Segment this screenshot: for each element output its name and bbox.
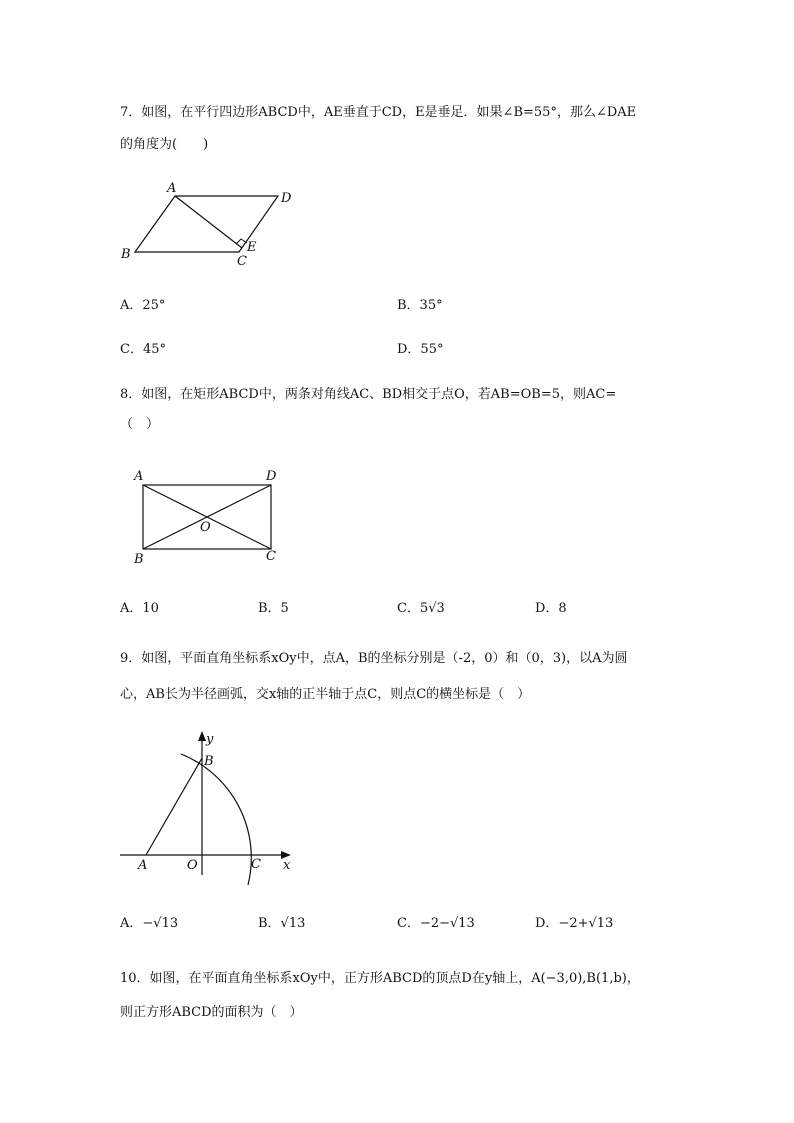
q8-option-b[interactable]: B．5: [258, 601, 289, 616]
q9-option-c[interactable]: C．−2−√13: [397, 916, 475, 931]
q9-label-x: x: [283, 858, 291, 873]
q7-parallelogram-figure: [115, 178, 315, 270]
q8-label-d: D: [266, 469, 277, 484]
q9-stem-line2: 心，AB长为半径画弧，交x轴的正半轴于点C，则点C的横坐标是（ ）: [120, 687, 531, 702]
q9-stem-line1: 9．如图，平面直角坐标系xOy中，点A，B的坐标分别是（-2，0）和（0，3)，以A为圆: [120, 651, 628, 666]
q9-option-a[interactable]: A．−√13: [120, 916, 179, 931]
q7-option-b[interactable]: B．35°: [397, 298, 443, 313]
q8-label-o: O: [200, 520, 211, 535]
q7-option-a[interactable]: A．25°: [120, 298, 166, 313]
q8-option-d[interactable]: D．8: [535, 601, 567, 616]
q7-label-c: C: [237, 254, 247, 269]
q7-option-c[interactable]: C．45°: [120, 342, 166, 357]
q8-stem-line1: 8．如图，在矩形ABCD中，两条对角线AC、BD相交于点O，若AB=OB=5，则AC=: [120, 387, 617, 402]
q7-label-e: E: [247, 240, 257, 255]
q9-label-o: O: [187, 858, 198, 873]
q9-label-y: y: [206, 732, 214, 747]
q7-option-d[interactable]: D．55°: [397, 342, 444, 357]
q8-label-b: B: [134, 552, 144, 567]
q9-option-d[interactable]: D．−2+√13: [535, 916, 614, 931]
q10-stem-line2: 则正方形ABCD的面积为（ ）: [120, 1005, 303, 1020]
q8-option-c[interactable]: C．5√3: [397, 601, 445, 616]
q10-stem-line1: 10．如图，在平面直角坐标系xOy中，正方形ABCD的顶点D在y轴上，A(−3,0),B(1,b)，: [120, 971, 640, 986]
q7-stem-line2: 的角度为( ): [120, 137, 209, 152]
q7-label-d: D: [281, 191, 292, 206]
q9-label-a: A: [138, 858, 148, 873]
q9-option-b[interactable]: B．√13: [258, 916, 306, 931]
q8-label-a: A: [134, 469, 144, 484]
q7-label-a: A: [167, 181, 177, 196]
q8-option-a[interactable]: A．10: [120, 601, 159, 616]
q8-rectangle-figure: [128, 465, 288, 573]
q7-stem-line1: 7．如图，在平行四边形ABCD中，AE垂直于CD，E是垂足．如果∠B=55°，那么∠DAE: [120, 105, 637, 120]
q9-label-b: B: [204, 754, 214, 769]
q8-stem-line2: （ ）: [120, 417, 160, 432]
q7-label-b: B: [121, 247, 131, 262]
q8-label-c: C: [266, 549, 276, 564]
q9-coordinate-figure: [115, 725, 305, 885]
q9-label-c: C: [251, 857, 261, 872]
